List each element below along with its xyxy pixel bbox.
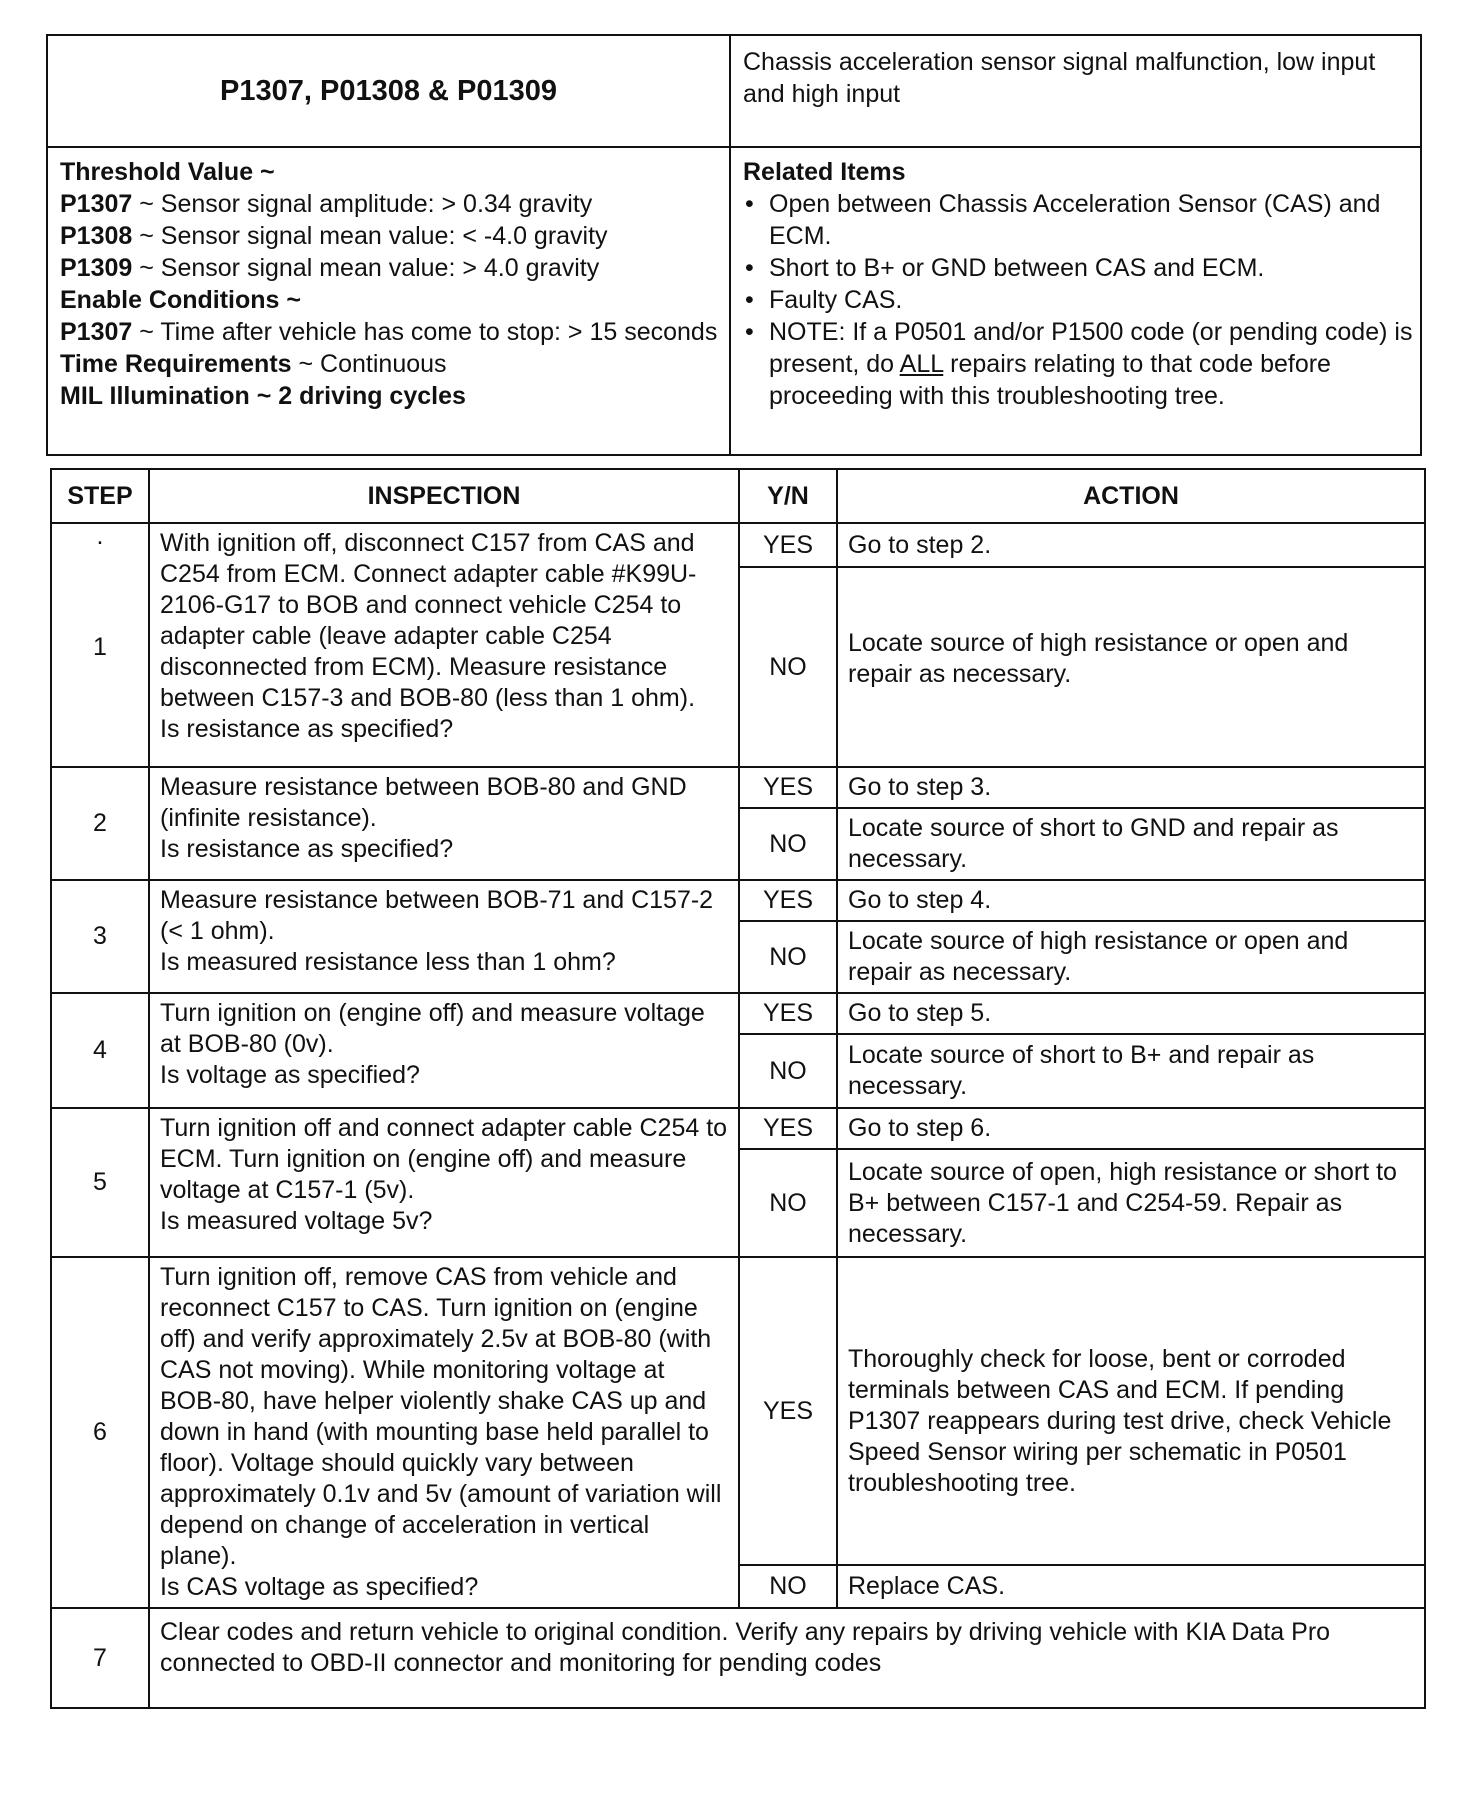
related-item: • Open between Chassis Acceleration Sensor (CAS) and ECM. [743,188,1414,252]
inspection-text: Turn ignition off, remove CAS from vehicle and reconnect C157 to CAS. Turn ignition on (engine off) and verify approximately 2.5v at BOB-80 (with CAS not moving). While monitoring voltage at BOB-80, have helper violently shake CAS up and down in hand (with mounting base held parallel to floor). Voltage should quickly vary between approximately 0.1v and 5v (amount of variation will depend on change of acceleration in vertical plane). Is CAS voltage as specified? [149,1257,739,1608]
time-requirements: Time Requirements ~ Continuous [60,350,447,378]
table-row [51,993,1425,1034]
dtc-codes-title: P1307, P01308 & P01309 [47,35,730,147]
inspection-text: Measure resistance between BOB-71 and C157-2 (< 1 ohm). Is measured resistance less than 1 ohm? [149,880,739,993]
no-action: Replace CAS. [837,1565,1425,1608]
enable-conditions-title: Enable Conditions ~ [60,286,301,314]
threshold-item: P1307 ~ Sensor signal amplitude: > 0.34 gravity [60,190,593,218]
no-label: NO [739,1565,837,1608]
header-action: ACTION [837,469,1425,523]
yes-action: Go to step 3. [837,767,1425,808]
final-step-text: Clear codes and return vehicle to original condition. Verify any repairs by driving vehicle with KIA Data Pro connected to OBD-II connector and monitoring for pending codes [149,1608,1425,1708]
header-inspection: INSPECTION [149,469,739,523]
yes-label: YES [739,1257,837,1565]
mil-illumination: MIL Illumination ~ 2 driving cycles [60,382,466,410]
yes-label: YES [739,523,837,567]
table-header-row [51,469,1425,523]
no-label: NO [739,567,837,767]
troubleshooting-table [50,468,1426,1709]
inspection-text: Measure resistance between BOB-80 and GND (infinite resistance). Is resistance as specified? [149,767,739,880]
step-number: 4 [51,993,149,1108]
step-number: 5 [51,1108,149,1257]
related-item: • Short to B+ or GND between CAS and ECM. [743,252,1414,284]
related-item-note: • NOTE: If a P0501 and/or P1500 code (or pending code) is present, do ALL repairs relating to that code before proceeding with this troubleshooting tree. [743,316,1414,412]
step-number: 6 [51,1257,149,1608]
yes-action: Go to step 2. [837,523,1425,567]
inspection-text: Turn ignition off and connect adapter cable C254 to ECM. Turn ignition on (engine off) and measure voltage at C157-1 (5v). Is measured voltage 5v? [149,1108,739,1257]
threshold-title: Threshold Value ~ [60,158,275,186]
dtc-description: Chassis acceleration sensor signal malfunction, low input and high input [730,35,1421,147]
table-row [51,1108,1425,1149]
threshold-conditions-cell [47,147,730,455]
no-action: Locate source of short to B+ and repair as necessary. [837,1034,1425,1108]
no-label: NO [739,1149,837,1257]
no-action: Locate source of short to GND and repair as necessary. [837,808,1425,880]
yes-action: Go to step 6. [837,1108,1425,1149]
step-number: 2 [51,767,149,880]
no-label: NO [739,921,837,993]
table-row [51,523,1425,567]
yes-action: Go to step 4. [837,880,1425,921]
yes-action: Go to step 5. [837,993,1425,1034]
yes-label: YES [739,880,837,921]
table-row [51,767,1425,808]
related-items-title: Related Items [743,158,906,186]
table-row [51,880,1425,921]
no-action: Locate source of high resistance or open and repair as necessary. [837,921,1425,993]
step-number: . 1 [51,523,149,767]
yes-label: YES [739,1108,837,1149]
no-action: Locate source of open, high resistance or short to B+ between C157-1 and C254-59. Repair as necessary. [837,1149,1425,1257]
stray-mark: . [96,522,104,550]
step-number: 7 [51,1608,149,1708]
header-yn: Y/N [739,469,837,523]
inspection-text: Turn ignition on (engine off) and measure voltage at BOB-80 (0v). Is voltage as specified? [149,993,739,1108]
yes-label: YES [739,767,837,808]
no-label: NO [739,1034,837,1108]
table-row [51,1257,1425,1565]
table-row [51,1608,1425,1708]
yes-action: Thoroughly check for loose, bent or corroded terminals between CAS and ECM. If pending P1307 reappears during test drive, check Vehicle Speed Sensor wiring per schematic in P0501 troubleshooting tree. [837,1257,1425,1565]
step-number: 3 [51,880,149,993]
inspection-text: With ignition off, disconnect C157 from CAS and C254 from ECM. Connect adapter cable #K99U-2106-G17 to BOB and connect vehicle C254 to adapter cable (leave adapter cable C254 disconnected from ECM). Measure resistance between C157-3 and BOB-80 (less than 1 ohm). Is resistance as specified? [149,523,739,767]
threshold-item: P1309 ~ Sensor signal mean value: > 4.0 gravity [60,254,600,282]
related-items-cell [730,147,1421,455]
header-step: STEP [51,469,149,523]
enable-condition-item: P1307 ~ Time after vehicle has come to stop: > 15 seconds [60,318,718,346]
yes-label: YES [739,993,837,1034]
related-item: • Faulty CAS. [743,284,1414,316]
no-action: Locate source of high resistance or open and repair as necessary. [837,567,1425,767]
threshold-item: P1308 ~ Sensor signal mean value: < -4.0 gravity [60,222,608,250]
related-items-list [743,188,1414,412]
code-summary-table [46,34,1422,456]
no-label: NO [739,808,837,880]
